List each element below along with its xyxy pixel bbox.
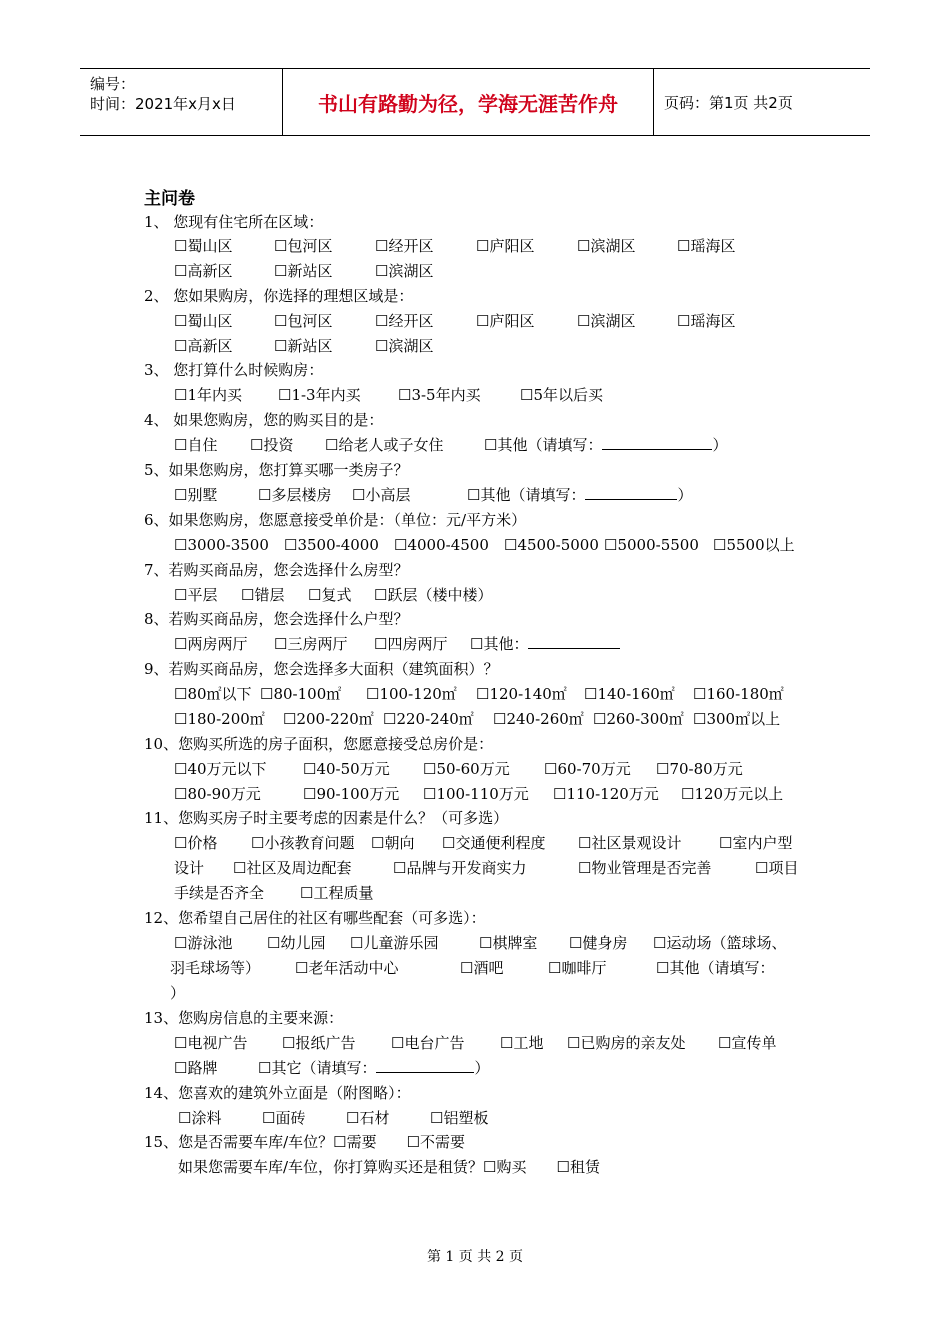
option[interactable]: ☐室内户型: [719, 834, 793, 852]
question-1: 1、 您现有住宅所在区域：: [144, 213, 324, 231]
page-header: [80, 68, 870, 136]
option[interactable]: ☐自住: [174, 436, 218, 454]
option[interactable]: ☐240-260㎡: [493, 710, 584, 728]
option[interactable]: ☐涂料: [178, 1109, 222, 1127]
option[interactable]: ☐80-90万元: [174, 785, 261, 803]
option[interactable]: ☐复式: [308, 586, 352, 604]
option[interactable]: ☐4500-5000: [504, 536, 599, 554]
option-other[interactable]: [470, 634, 620, 654]
option-continued: 手续是否齐全: [174, 884, 265, 902]
option[interactable]: ☐滨湖区: [577, 312, 636, 330]
option[interactable]: ☐新站区: [274, 262, 333, 280]
option[interactable]: ☐物业管理是否完善: [578, 859, 712, 877]
option[interactable]: ☐滨湖区: [577, 237, 636, 255]
option[interactable]: ☐平层: [174, 586, 218, 604]
option[interactable]: ☐80-100㎡: [260, 685, 342, 703]
option[interactable]: ☐朝向: [371, 834, 415, 852]
option[interactable]: ☐180-200㎡: [174, 710, 265, 728]
fill-blank[interactable]: [528, 634, 620, 649]
date-label: 时间：2021年x月x日: [90, 95, 236, 113]
option[interactable]: ☐庐阳区: [476, 312, 535, 330]
question-5: 5、如果您购房，您打算买哪一类房子？: [144, 461, 409, 479]
header-slogan: 书山有路勤为径，学海无涯苦作舟: [283, 69, 654, 135]
option[interactable]: ☐投资: [250, 436, 294, 454]
option[interactable]: ☐石材: [346, 1109, 390, 1127]
header-page-label: 页码：第1页 共2页: [664, 93, 793, 112]
question-11: 11、您购买房子时主要考虑的因素是什么？（可多选）: [144, 809, 509, 827]
option[interactable]: ☐健身房: [569, 934, 628, 952]
option[interactable]: ☐别墅: [174, 486, 218, 504]
option-other-close: ）: [712, 436, 728, 454]
option[interactable]: ☐100-120㎡: [366, 685, 457, 703]
option[interactable]: ☐高新区: [174, 262, 233, 280]
fill-blank[interactable]: [602, 435, 712, 450]
option-other-label: ☐其他（请填写：: [467, 486, 586, 504]
option[interactable]: ☐项目: [755, 859, 799, 877]
question-9: 9、若购买商品房，您会选择多大面积（建筑面积）？: [144, 660, 499, 678]
option[interactable]: ☐给老人或子女住: [325, 436, 444, 454]
question-7: 7、若购买商品房，您会选择什么房型？: [144, 561, 409, 579]
option[interactable]: ☐面砖: [262, 1109, 306, 1127]
option[interactable]: ☐新站区: [274, 337, 333, 355]
option[interactable]: ☐70-80万元: [656, 760, 743, 778]
option-continued: 羽毛球场等）: [170, 959, 261, 977]
option-other[interactable]: [484, 435, 727, 455]
option[interactable]: ☐120万元以上: [681, 785, 784, 803]
option[interactable]: ☐220-240㎡: [383, 710, 474, 728]
option[interactable]: ☐报纸广告: [282, 1034, 356, 1052]
option[interactable]: ☐电视广告: [174, 1034, 248, 1052]
option[interactable]: ☐瑶海区: [677, 237, 736, 255]
option[interactable]: ☐四房两厅: [374, 635, 448, 653]
option[interactable]: ☐60-70万元: [544, 760, 631, 778]
option[interactable]: ☐包河区: [274, 237, 333, 255]
option[interactable]: ☐跃层（楼中楼）: [374, 586, 493, 604]
option-other-label: ☐其他（请填写：: [484, 436, 603, 454]
option[interactable]: ☐160-180㎡: [693, 685, 784, 703]
question-14: 14、您喜欢的建筑外立面是（附图略）：: [144, 1084, 411, 1102]
option-other[interactable]: [258, 1058, 489, 1078]
question-13: 13、您购房信息的主要来源：: [144, 1009, 344, 1027]
option[interactable]: ☐两房两厅: [174, 635, 248, 653]
option[interactable]: ☐运动场（篮球场、: [653, 934, 787, 952]
option[interactable]: ☐蜀山区: [174, 237, 233, 255]
option-other-label: ☐其它（请填写：: [258, 1059, 377, 1077]
option[interactable]: ☐酒吧: [460, 959, 504, 977]
option[interactable]: ☐幼儿园: [267, 934, 326, 952]
option[interactable]: ☐110-120万元: [553, 785, 659, 803]
option[interactable]: ☐高新区: [174, 337, 233, 355]
option[interactable]: ☐电台广告: [391, 1034, 465, 1052]
option[interactable]: ☐错层: [241, 586, 285, 604]
option[interactable]: ☐包河区: [274, 312, 333, 330]
option[interactable]: ☐260-300㎡: [593, 710, 684, 728]
option-other[interactable]: [467, 485, 692, 505]
option[interactable]: ☐50-60万元: [423, 760, 510, 778]
option[interactable]: ☐工地: [500, 1034, 544, 1052]
option-continued: 设计: [174, 859, 205, 877]
option[interactable]: ☐社区及周边配套: [233, 859, 352, 877]
option[interactable]: ☐铝塑板: [430, 1109, 489, 1127]
option[interactable]: ☐品牌与开发商实力: [393, 859, 527, 877]
question-10: 10、您购买所选的房子面积，您愿意接受总房价是：: [144, 735, 494, 753]
question-15[interactable]: 15、您是否需要车库/车位？☐需要 ☐不需要: [144, 1133, 466, 1151]
number-label: 编号：: [90, 75, 136, 93]
option[interactable]: ☐社区景观设计: [578, 834, 682, 852]
question-15-followup[interactable]: 如果您需要车库/车位，你打算购买还是租赁？☐购买 ☐租赁: [178, 1158, 600, 1176]
option[interactable]: ☐40万元以下: [174, 760, 267, 778]
fill-blank[interactable]: [585, 485, 677, 500]
option[interactable]: ☐宣传单: [718, 1034, 777, 1052]
option[interactable]: ☐3000-3500: [174, 536, 269, 554]
option[interactable]: ☐300㎡以上: [693, 710, 781, 728]
option[interactable]: ☐小孩教育问题: [251, 834, 355, 852]
option[interactable]: ☐100-110万元: [423, 785, 529, 803]
header-info-cell: [80, 69, 283, 135]
option[interactable]: ☐5000-5500: [604, 536, 699, 554]
option[interactable]: ☐工程质量: [300, 884, 374, 902]
option-other-close: ）: [474, 1059, 490, 1077]
fill-blank[interactable]: [376, 1058, 474, 1073]
question-8: 8、若购买商品房，您会选择什么户型？: [144, 610, 409, 628]
option[interactable]: ☐其他（请填写：: [656, 959, 775, 977]
question-3: 3、 您打算什么时候购房：: [144, 361, 324, 379]
option[interactable]: ☐三房两厅: [274, 635, 348, 653]
question-12: 12、您希望自己居住的社区有哪些配套（可多选）：: [144, 909, 486, 927]
option[interactable]: ☐瑶海区: [677, 312, 736, 330]
option[interactable]: ☐路牌: [174, 1059, 218, 1077]
option[interactable]: ☐140-160㎡: [584, 685, 675, 703]
option[interactable]: ☐已购房的亲友处: [567, 1034, 686, 1052]
option-other-close: ）: [677, 486, 693, 504]
option[interactable]: ☐交通便利程度: [442, 834, 546, 852]
option[interactable]: ☐4000-4500: [394, 536, 489, 554]
option[interactable]: ☐蜀山区: [174, 312, 233, 330]
option[interactable]: ☐3500-4000: [284, 536, 379, 554]
option[interactable]: ☐滨湖区: [375, 337, 434, 355]
option[interactable]: ☐小高层: [352, 486, 411, 504]
option[interactable]: ☐120-140㎡: [476, 685, 567, 703]
option[interactable]: ☐儿童游乐园: [350, 934, 439, 952]
option[interactable]: ☐经开区: [375, 312, 434, 330]
option[interactable]: ☐3-5年内买: [398, 386, 481, 404]
option[interactable]: ☐40-50万元: [303, 760, 390, 778]
option[interactable]: ☐5500以上: [713, 536, 795, 554]
option[interactable]: ☐庐阳区: [476, 237, 535, 255]
option[interactable]: ☐滨湖区: [375, 262, 434, 280]
option[interactable]: ☐老年活动中心: [295, 959, 399, 977]
option[interactable]: ☐多层楼房: [258, 486, 332, 504]
option[interactable]: ☐经开区: [375, 237, 434, 255]
question-6: 6、如果您购房，您愿意接受单价是：（单位：元/平方米）: [144, 511, 527, 529]
option[interactable]: ☐1年内买: [174, 386, 242, 404]
page-footer: 第 1 页 共 2 页: [426, 1249, 524, 1265]
option-continued: ）: [170, 984, 186, 1002]
option[interactable]: ☐咖啡厅: [548, 959, 607, 977]
option[interactable]: ☐1-3年内买: [278, 386, 361, 404]
option[interactable]: ☐游泳池: [174, 934, 233, 952]
option[interactable]: ☐棋牌室: [479, 934, 538, 952]
question-4: 4、 如果您购房，您的购买目的是：: [144, 411, 384, 429]
document-title: 主问卷: [144, 189, 195, 209]
question-2: 2、 您如果购房，你选择的理想区域是：: [144, 287, 414, 305]
option-other-label: ☐其他：: [470, 635, 529, 653]
option[interactable]: ☐5年以后买: [520, 386, 603, 404]
option[interactable]: ☐80㎡以下: [174, 685, 252, 703]
option[interactable]: ☐价格: [174, 834, 218, 852]
option[interactable]: ☐200-220㎡: [283, 710, 374, 728]
option[interactable]: ☐90-100万元: [303, 785, 400, 803]
